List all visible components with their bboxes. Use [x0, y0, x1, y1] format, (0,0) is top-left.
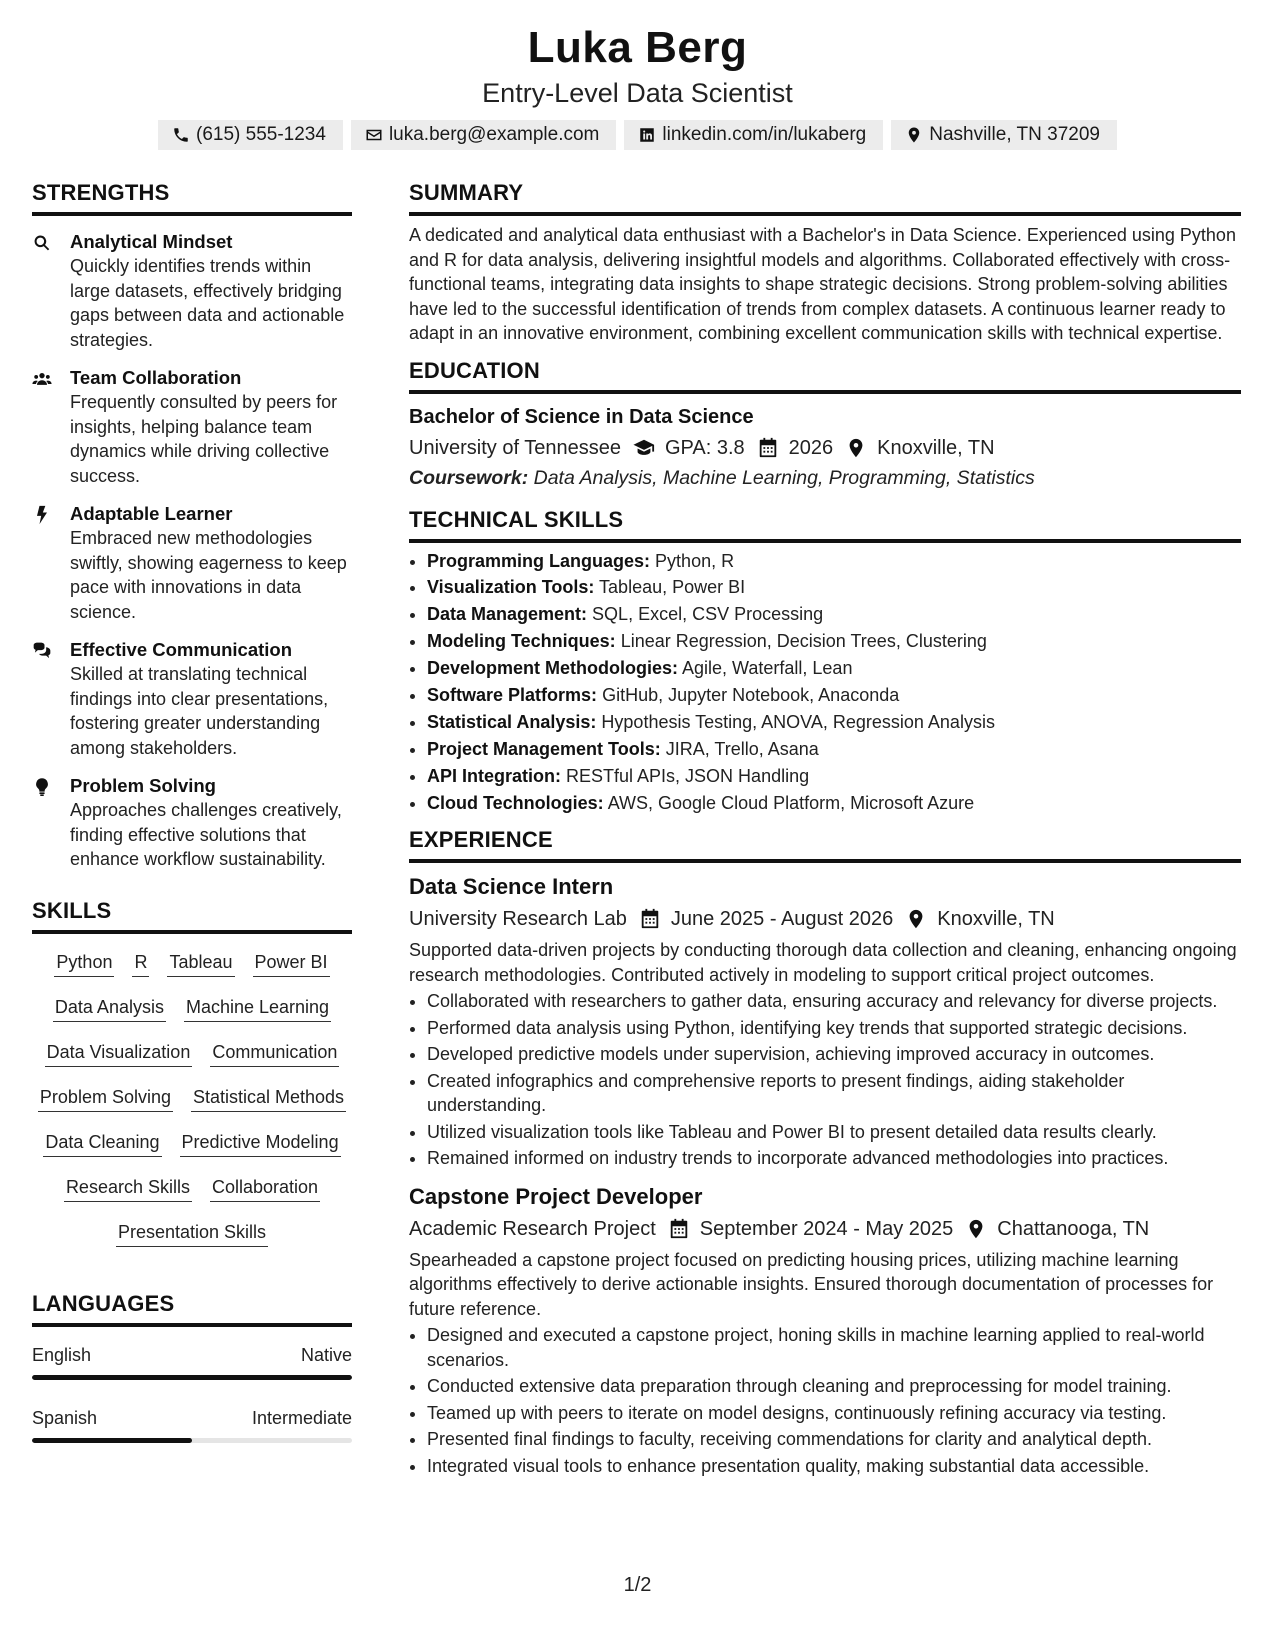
strength-item — [32, 774, 352, 872]
skill-tag: Power BI — [253, 950, 330, 977]
job-entry — [409, 1183, 1241, 1479]
right-column — [409, 180, 1241, 1480]
skill-tag: Data Visualization — [45, 1040, 193, 1067]
calendar-icon — [757, 437, 779, 459]
map-pin-icon — [905, 126, 923, 144]
list-item: • Conducted extensive data preparation through cleaning and preprocessing for model training. — [427, 1374, 1241, 1399]
education-meta — [409, 433, 1241, 463]
strength-desc: Approaches challenges creatively, finding effective solutions that enhance workflow sustainability. — [70, 800, 342, 869]
job-location: Chattanooga, TN — [997, 1217, 1150, 1240]
list-item: • Utilized visualization tools like Tableau and Power BI to present detailed data results clearly. — [427, 1120, 1241, 1145]
contact-location — [891, 120, 1117, 150]
bolt-icon — [32, 505, 52, 525]
skill-tag: Data Cleaning — [43, 1130, 161, 1157]
job-dates: September 2024 - May 2025 — [699, 1217, 954, 1240]
list-item: • Development Methodologies: Agile, Waterfall, Lean — [427, 656, 1241, 681]
strength-title: Team Collaboration — [70, 367, 242, 388]
list-item: • Modeling Techniques: Linear Regression, Decision Trees, Clustering — [427, 629, 1241, 654]
skill-tag: Presentation Skills — [116, 1220, 268, 1247]
coursework-list: Data Analysis, Machine Learning, Programming, Statistics — [533, 466, 1035, 489]
education-coursework — [409, 463, 1241, 493]
list-item: • Teamed up with peers to iterate on model designs, continuously refining accuracy via testing. — [427, 1401, 1241, 1426]
skill-tag: Tableau — [167, 950, 234, 977]
job-bullets — [409, 1323, 1241, 1478]
users-icon — [32, 369, 52, 389]
language-proficiency-bar — [32, 1375, 352, 1380]
strength-title: Problem Solving — [70, 775, 216, 796]
language-name: Spanish — [32, 1407, 98, 1428]
list-item: • Created infographics and comprehensive reports to present findings, aiding stakeholder understanding. — [427, 1069, 1241, 1118]
comments-icon — [32, 641, 52, 661]
education-section — [409, 358, 1241, 493]
calendar-icon — [639, 908, 661, 930]
skill-tag: Research Skills — [64, 1175, 192, 1202]
strength-item — [32, 502, 352, 624]
page-number: 1/2 — [623, 1574, 652, 1596]
job-org: University Research Lab — [409, 908, 627, 931]
phone-icon — [172, 126, 190, 144]
language-item — [32, 1406, 352, 1443]
linkedin-icon — [638, 126, 656, 144]
list-item: • Collaborated with researchers to gather data, ensuring accuracy and relevancy for diverse projects. — [427, 989, 1241, 1014]
job-bullets — [409, 989, 1241, 1171]
skill-tag: Collaboration — [210, 1175, 320, 1202]
language-name: English — [32, 1344, 92, 1365]
map-pin-icon — [845, 437, 867, 459]
skill-tag: Communication — [210, 1040, 339, 1067]
list-item: • Visualization Tools: Tableau, Power BI — [427, 575, 1241, 600]
skill-tag: Predictive Modeling — [180, 1130, 341, 1157]
job-entry — [409, 873, 1241, 1171]
job-title: Data Science Intern — [409, 874, 614, 900]
list-item: • Performed data analysis using Python, identifying key trends that supported strategic decisions. — [427, 1016, 1241, 1041]
summary-section — [409, 180, 1241, 346]
list-item: • Project Management Tools: JIRA, Trello, Asana — [427, 737, 1241, 762]
contact-phone[interactable] — [158, 120, 343, 150]
list-item: • API Integration: RESTful APIs, JSON Handling — [427, 764, 1241, 789]
language-proficiency-bar — [32, 1438, 352, 1443]
summary-heading: SUMMARY — [409, 180, 1241, 216]
job-description: Supported data-driven projects by conducting thorough data collection and cleaning, enhancing ongoing research methodologies. Contributed actively in modeling to support critical project outcomes. — [409, 940, 1237, 985]
languages-section — [32, 1291, 352, 1443]
search-icon — [32, 233, 52, 253]
strength-item — [32, 638, 352, 760]
list-item: • Statistical Analysis: Hypothesis Testing, ANOVA, Regression Analysis — [427, 710, 1241, 735]
candidate-name: Luka Berg — [527, 23, 748, 72]
skill-tag: Machine Learning — [184, 995, 331, 1022]
experience-section — [409, 827, 1241, 1478]
education-school: University of Tennessee — [409, 436, 621, 459]
technical-skills-heading: TECHNICAL SKILLS — [409, 507, 1241, 543]
resume-header — [0, 22, 1275, 150]
coursework-label: Coursework: — [409, 466, 529, 489]
job-meta — [409, 904, 1241, 934]
strength-title: Effective Communication — [70, 639, 293, 660]
list-item: • Designed and executed a capstone project, honing skills in machine learning applied to real-world scenarios. — [427, 1323, 1241, 1372]
strengths-section — [32, 180, 352, 872]
languages-heading: LANGUAGES — [32, 1291, 352, 1327]
map-pin-icon — [965, 1218, 987, 1240]
strength-desc: Frequently consulted by peers for insights, helping balance team dynamics while driving collective success. — [70, 392, 338, 486]
map-pin-icon — [905, 908, 927, 930]
skill-tag: Statistical Methods — [191, 1085, 346, 1112]
strength-item — [32, 366, 352, 488]
summary-text: A dedicated and analytical data enthusiast with a Bachelor's in Data Science. Experienced using Python and R for data analysis, delivering insightful models and algorithms. Collaborated effectively with cross-functional teams, integrating data insights to shape strategic decisions. Strong problem-solving abilities have led to the successful identification of trends from complex datasets. A continuous learner ready to adapt in an innovative environment, combining excellent communication skills with technical expertise. — [409, 225, 1236, 343]
education-heading: EDUCATION — [409, 358, 1241, 394]
technical-skills-list — [409, 549, 1241, 816]
language-item — [32, 1343, 352, 1380]
list-item: • Software Platforms: GitHub, Jupyter Notebook, Anaconda — [427, 683, 1241, 708]
list-item: • Integrated visual tools to enhance presentation quality, making substantial data accessible. — [427, 1454, 1241, 1479]
contact-location-text: Nashville, TN 37209 — [929, 124, 1100, 145]
language-level: Intermediate — [251, 1407, 352, 1428]
education-degree: Bachelor of Science in Data Science — [409, 405, 754, 428]
contact-linkedin-text: linkedin.com/in/lukaberg — [662, 124, 867, 145]
list-item: • Remained informed on industry trends to incorporate advanced methodologies into practices. — [427, 1146, 1241, 1171]
job-meta — [409, 1214, 1241, 1244]
job-description: Spearheaded a capstone project focused on predicting housing prices, utilizing machine learning algorithms effectively to derive actionable insights. Ensured thorough documentation of processes for future reference. — [409, 1249, 1214, 1319]
list-item: • Programming Languages: Python, R — [427, 549, 1241, 574]
strength-item — [32, 230, 352, 352]
language-proficiency-fill — [32, 1375, 352, 1380]
graduation-cap-icon — [633, 437, 655, 459]
list-item: • Presented final findings to faculty, receiving commendations for clarity and analytical depth. — [427, 1427, 1241, 1452]
strength-desc: Skilled at translating technical findings into clear presentations, fostering greater understanding among stakeholders. — [70, 664, 329, 758]
job-org: Academic Research Project — [409, 1217, 656, 1240]
list-item: • Developed predictive models under supervision, achieving improved accuracy in outcomes. — [427, 1042, 1241, 1067]
strength-title: Analytical Mindset — [70, 231, 233, 252]
job-location: Knoxville, TN — [937, 908, 1055, 931]
skill-tag: Problem Solving — [38, 1085, 173, 1112]
contact-email-text: luka.berg@example.com — [388, 124, 600, 145]
education-year: 2026 — [788, 436, 834, 459]
skill-tag: R — [132, 950, 149, 977]
lightbulb-icon — [32, 777, 52, 797]
candidate-title: Entry-Level Data Scientist — [482, 78, 793, 108]
job-title: Capstone Project Developer — [409, 1183, 703, 1209]
strengths-heading: STRENGTHS — [32, 180, 352, 216]
language-proficiency-fill — [32, 1438, 192, 1443]
strength-title: Adaptable Learner — [70, 503, 233, 524]
skills-tag-list — [32, 934, 352, 1247]
list-item: • Cloud Technologies: AWS, Google Cloud Platform, Microsoft Azure — [427, 791, 1241, 816]
contact-linkedin[interactable] — [624, 120, 883, 150]
contact-email[interactable] — [351, 120, 616, 150]
left-column — [32, 180, 352, 1443]
contact-phone-text: (615) 555-1234 — [196, 124, 326, 145]
skill-tag: Python — [54, 950, 114, 977]
skill-tag: Data Analysis — [53, 995, 166, 1022]
education-location: Knoxville, TN — [877, 436, 995, 459]
education-gpa: GPA: 3.8 — [664, 436, 745, 459]
job-dates: June 2025 - August 2026 — [670, 908, 894, 931]
technical-skills-section — [409, 507, 1241, 816]
skills-section — [32, 898, 352, 1247]
strength-desc: Quickly identifies trends within large datasets, effectively bridging gaps between data and actionable strategies. — [70, 256, 345, 350]
calendar-icon — [668, 1218, 690, 1240]
contact-bar — [0, 120, 1275, 150]
skills-heading: SKILLS — [32, 898, 352, 934]
language-level: Native — [300, 1344, 352, 1365]
strength-desc: Embraced new methodologies swiftly, showing eagerness to keep pace with innovations in data science. — [70, 528, 347, 622]
envelope-icon — [365, 126, 383, 144]
experience-heading: EXPERIENCE — [409, 827, 1241, 863]
list-item: • Data Management: SQL, Excel, CSV Processing — [427, 602, 1241, 627]
